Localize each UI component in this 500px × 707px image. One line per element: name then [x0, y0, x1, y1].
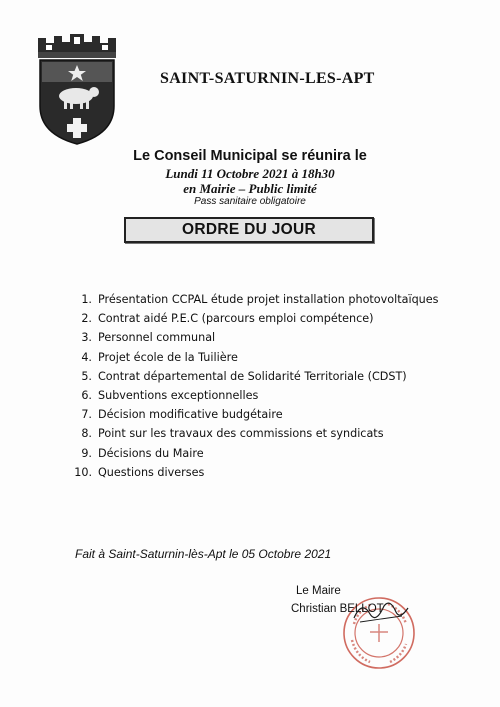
item-number: 6.	[81, 388, 92, 402]
announcement-heading: Le Conseil Municipal se réunira le	[133, 148, 367, 164]
list-item	[66, 328, 438, 347]
signatory-name: Christian BELLOT	[291, 603, 384, 615]
signature-icon	[350, 596, 410, 626]
list-item	[66, 463, 438, 482]
list-item	[66, 405, 438, 424]
list-item	[66, 424, 438, 443]
item-text: Point sur les travaux des commissions et syndicats	[98, 427, 384, 441]
list-item	[66, 309, 438, 328]
item-text: Personnel communal	[98, 331, 216, 345]
list-item	[66, 367, 438, 386]
item-text: Présentation CCPAL étude projet installation photovoltaïques	[98, 293, 439, 306]
signed-at-date: Fait à Saint-Saturnin-lès-Apt le 05 Octobre 2021	[75, 547, 332, 561]
meeting-date: Lundi 11 Octobre 2021 à 18h30	[165, 166, 335, 181]
item-number: 1.	[81, 293, 92, 306]
item-number: 3.	[81, 331, 92, 345]
item-text: Décisions du Maire	[98, 446, 204, 460]
item-number: 9.	[81, 446, 92, 460]
signatory-title: Le Maire	[296, 585, 341, 597]
item-number: 4.	[81, 350, 92, 364]
list-item	[66, 386, 438, 405]
item-text: Décision modificative budgétaire	[98, 408, 283, 422]
item-text: Subventions exceptionnelles	[98, 388, 259, 402]
item-number: 7.	[81, 408, 92, 422]
meeting-location: en Mairie – Public limité	[183, 181, 317, 196]
sanitary-pass-note: Pass sanitaire obligatoire	[194, 196, 306, 207]
item-number: 5.	[81, 369, 92, 383]
item-number: 10.	[74, 465, 92, 479]
list-item	[66, 290, 438, 309]
list-item	[66, 348, 438, 367]
coat-of-arms-icon	[32, 30, 122, 146]
agenda-list	[66, 290, 438, 482]
list-item	[66, 444, 438, 463]
item-number: 2.	[81, 312, 92, 326]
town-name: SAINT-SATURNIN-LES-APT	[160, 70, 375, 87]
item-text: Projet école de la Tuilière	[98, 350, 238, 364]
agenda-title-box	[124, 217, 374, 243]
item-text: Contrat départemental de Solidarité Territoriale (CDST)	[98, 369, 407, 383]
item-number: 8.	[81, 427, 92, 441]
item-text: Contrat aidé P.E.C (parcours emploi compétence)	[98, 312, 374, 326]
item-text: Questions diverses	[98, 465, 205, 479]
agenda-title: ORDRE DU JOUR	[182, 221, 316, 238]
